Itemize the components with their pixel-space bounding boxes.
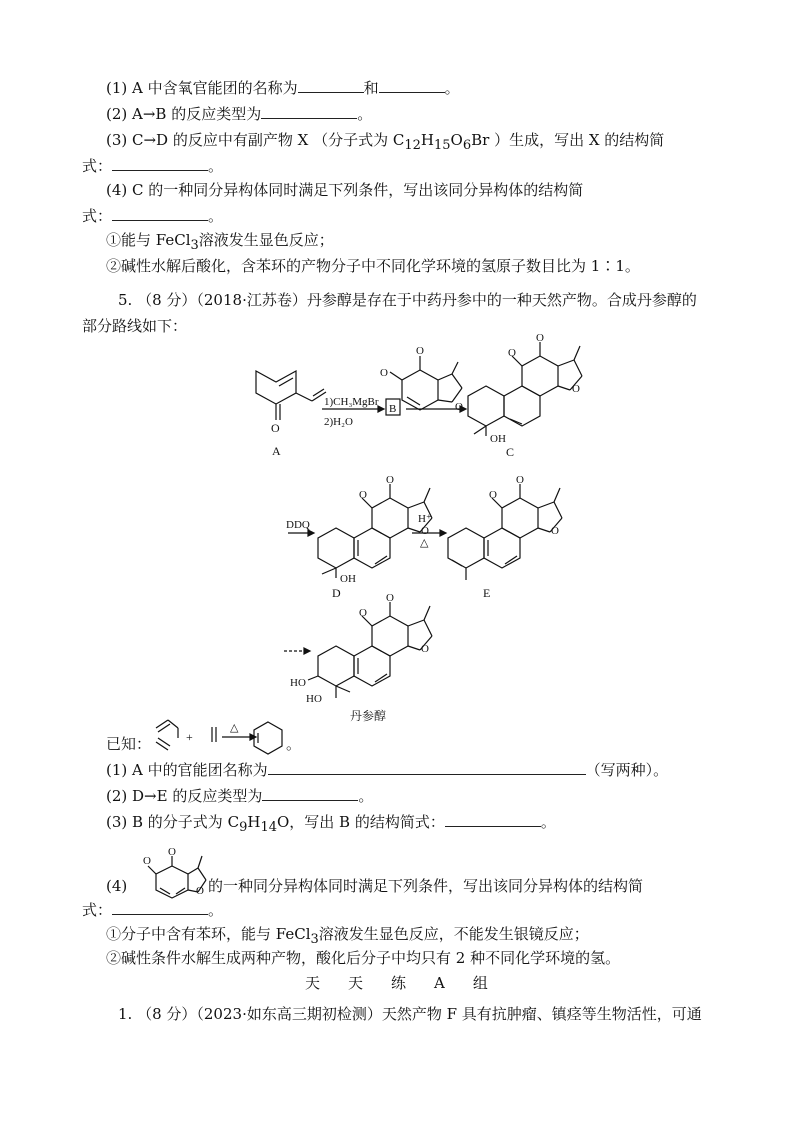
label-c: C: [506, 445, 515, 459]
label-oxygen: O: [572, 383, 580, 395]
label-danshenol: 丹参醇: [350, 709, 387, 723]
q5-condition-2: ②碱性条件水解生成两种产物，酸化后分子中均只有 2 种不同化学环境的氢。: [106, 949, 621, 967]
label-plus: +: [186, 730, 193, 744]
q4-part1: (1) A 中含氧官能团的名称为 和 。: [106, 79, 460, 97]
q5-part4-cont: 式： 。: [82, 901, 224, 919]
label-a: A: [272, 444, 281, 458]
label-oxygen: O: [551, 525, 559, 537]
q5-part2: (2) D→E 的反应类型为 。: [106, 787, 374, 805]
compound-a-structure: [256, 371, 326, 420]
label-oh: OH: [340, 573, 356, 585]
diels-alder-structures: [156, 720, 282, 754]
q5-part1: (1) A 中的官能团名称为 （写两种）。: [106, 761, 669, 779]
label-oxygen: O: [489, 489, 497, 501]
label-oxygen: O: [416, 345, 424, 357]
label-ho: HO: [290, 677, 306, 689]
label-oxygen: O: [536, 332, 544, 344]
label-oxygen: O: [359, 489, 367, 501]
label-oxygen: O: [168, 846, 176, 858]
q5-intro: 5. （8 分）（2018·江苏卷）丹参醇是存在于中药丹参中的一种天然产物。合成丹参醇的: [118, 291, 697, 309]
label-oxygen: O: [359, 607, 367, 619]
q4-part4: (4) C 的一种同分异构体同时满足下列条件，写出该同分异构体的结构简: [106, 181, 584, 199]
next-question-1: 1. （8 分）（2023·如东高三期初检测）天然产物 F 具有抗肿瘤、镇痉等生物活性，可通: [118, 1005, 702, 1023]
label-delta: △: [230, 722, 239, 734]
label-oxygen: O: [386, 592, 394, 604]
q4-condition-1: ①能与 FeCl$_3$溶液发生显色反应；: [106, 231, 334, 253]
label-oxygen: O: [196, 885, 204, 897]
q4-part2: (2) A→B 的反应类型为 。: [106, 105, 373, 123]
q5-known: 已知：: [106, 735, 152, 753]
label-oxygen: O: [516, 474, 524, 486]
q4-condition-2: ②碱性水解后酸化，含苯环的产物分子中不同化学环境的氢原子数目比为 1∶1。: [106, 257, 640, 275]
label-ddq: DDQ: [286, 519, 310, 531]
label-oxygen: O: [421, 643, 429, 655]
q5-condition-1: ①分子中含有苯环，能与 FeCl$_3$溶液发生显色反应，不能发生银镜反应；: [106, 925, 589, 947]
answer-blank[interactable]: [262, 786, 358, 801]
label-hplus: H⁺: [418, 513, 432, 525]
label-b: B: [389, 403, 397, 415]
q4-part4-cont: 式： 。: [82, 207, 224, 225]
label-reagent1: 1)CH₃MgBr: [324, 396, 379, 408]
compound-e-structure: [448, 484, 562, 580]
reagent-quinone-structure: [390, 356, 462, 410]
label-reagent2: 2)H₂O: [324, 416, 353, 428]
q5-intro-cont: 部分路线如下：: [82, 317, 188, 335]
answer-blank[interactable]: [268, 760, 586, 775]
label-oh: OH: [490, 433, 506, 445]
label-oxygen: O: [271, 421, 280, 435]
q4-part3: (3) C→D 的反应中有副产物 X （分子式为 $C_{12}H_{15}O_6Br$ ）生成，写出 X 的结构简: [106, 131, 665, 153]
label-oxygen: O: [455, 401, 463, 413]
label-delta: △: [420, 537, 429, 549]
q5-known-end: 。: [286, 735, 302, 753]
label-oxygen: O: [143, 855, 151, 867]
label-oxygen: O: [386, 474, 394, 486]
label-oxygen: O: [421, 525, 429, 537]
answer-blank[interactable]: [445, 812, 541, 827]
compound-c-structure: [468, 342, 582, 436]
danshenol-structure: [308, 602, 432, 698]
label-oxygen: O: [380, 367, 388, 379]
answer-blank[interactable]: [112, 900, 208, 915]
q5-part3: (3) B 的分子式为 $C_9H_{14}O$，写出 B 的结构简式： 。: [106, 813, 556, 835]
label-d: D: [332, 586, 341, 600]
compound-d-structure: [318, 484, 432, 578]
label-oxygen: O: [508, 347, 516, 359]
q5-part4-label: (4): [106, 877, 128, 895]
q4-part3-cont: 式： 。: [82, 157, 224, 175]
q5-part4: 的一种同分异构体同时满足下列条件，写出该同分异构体的结构简: [208, 877, 644, 895]
label-ho: HO: [306, 693, 322, 705]
section-heading: 天天练A组: [305, 974, 516, 992]
label-e: E: [483, 586, 491, 600]
